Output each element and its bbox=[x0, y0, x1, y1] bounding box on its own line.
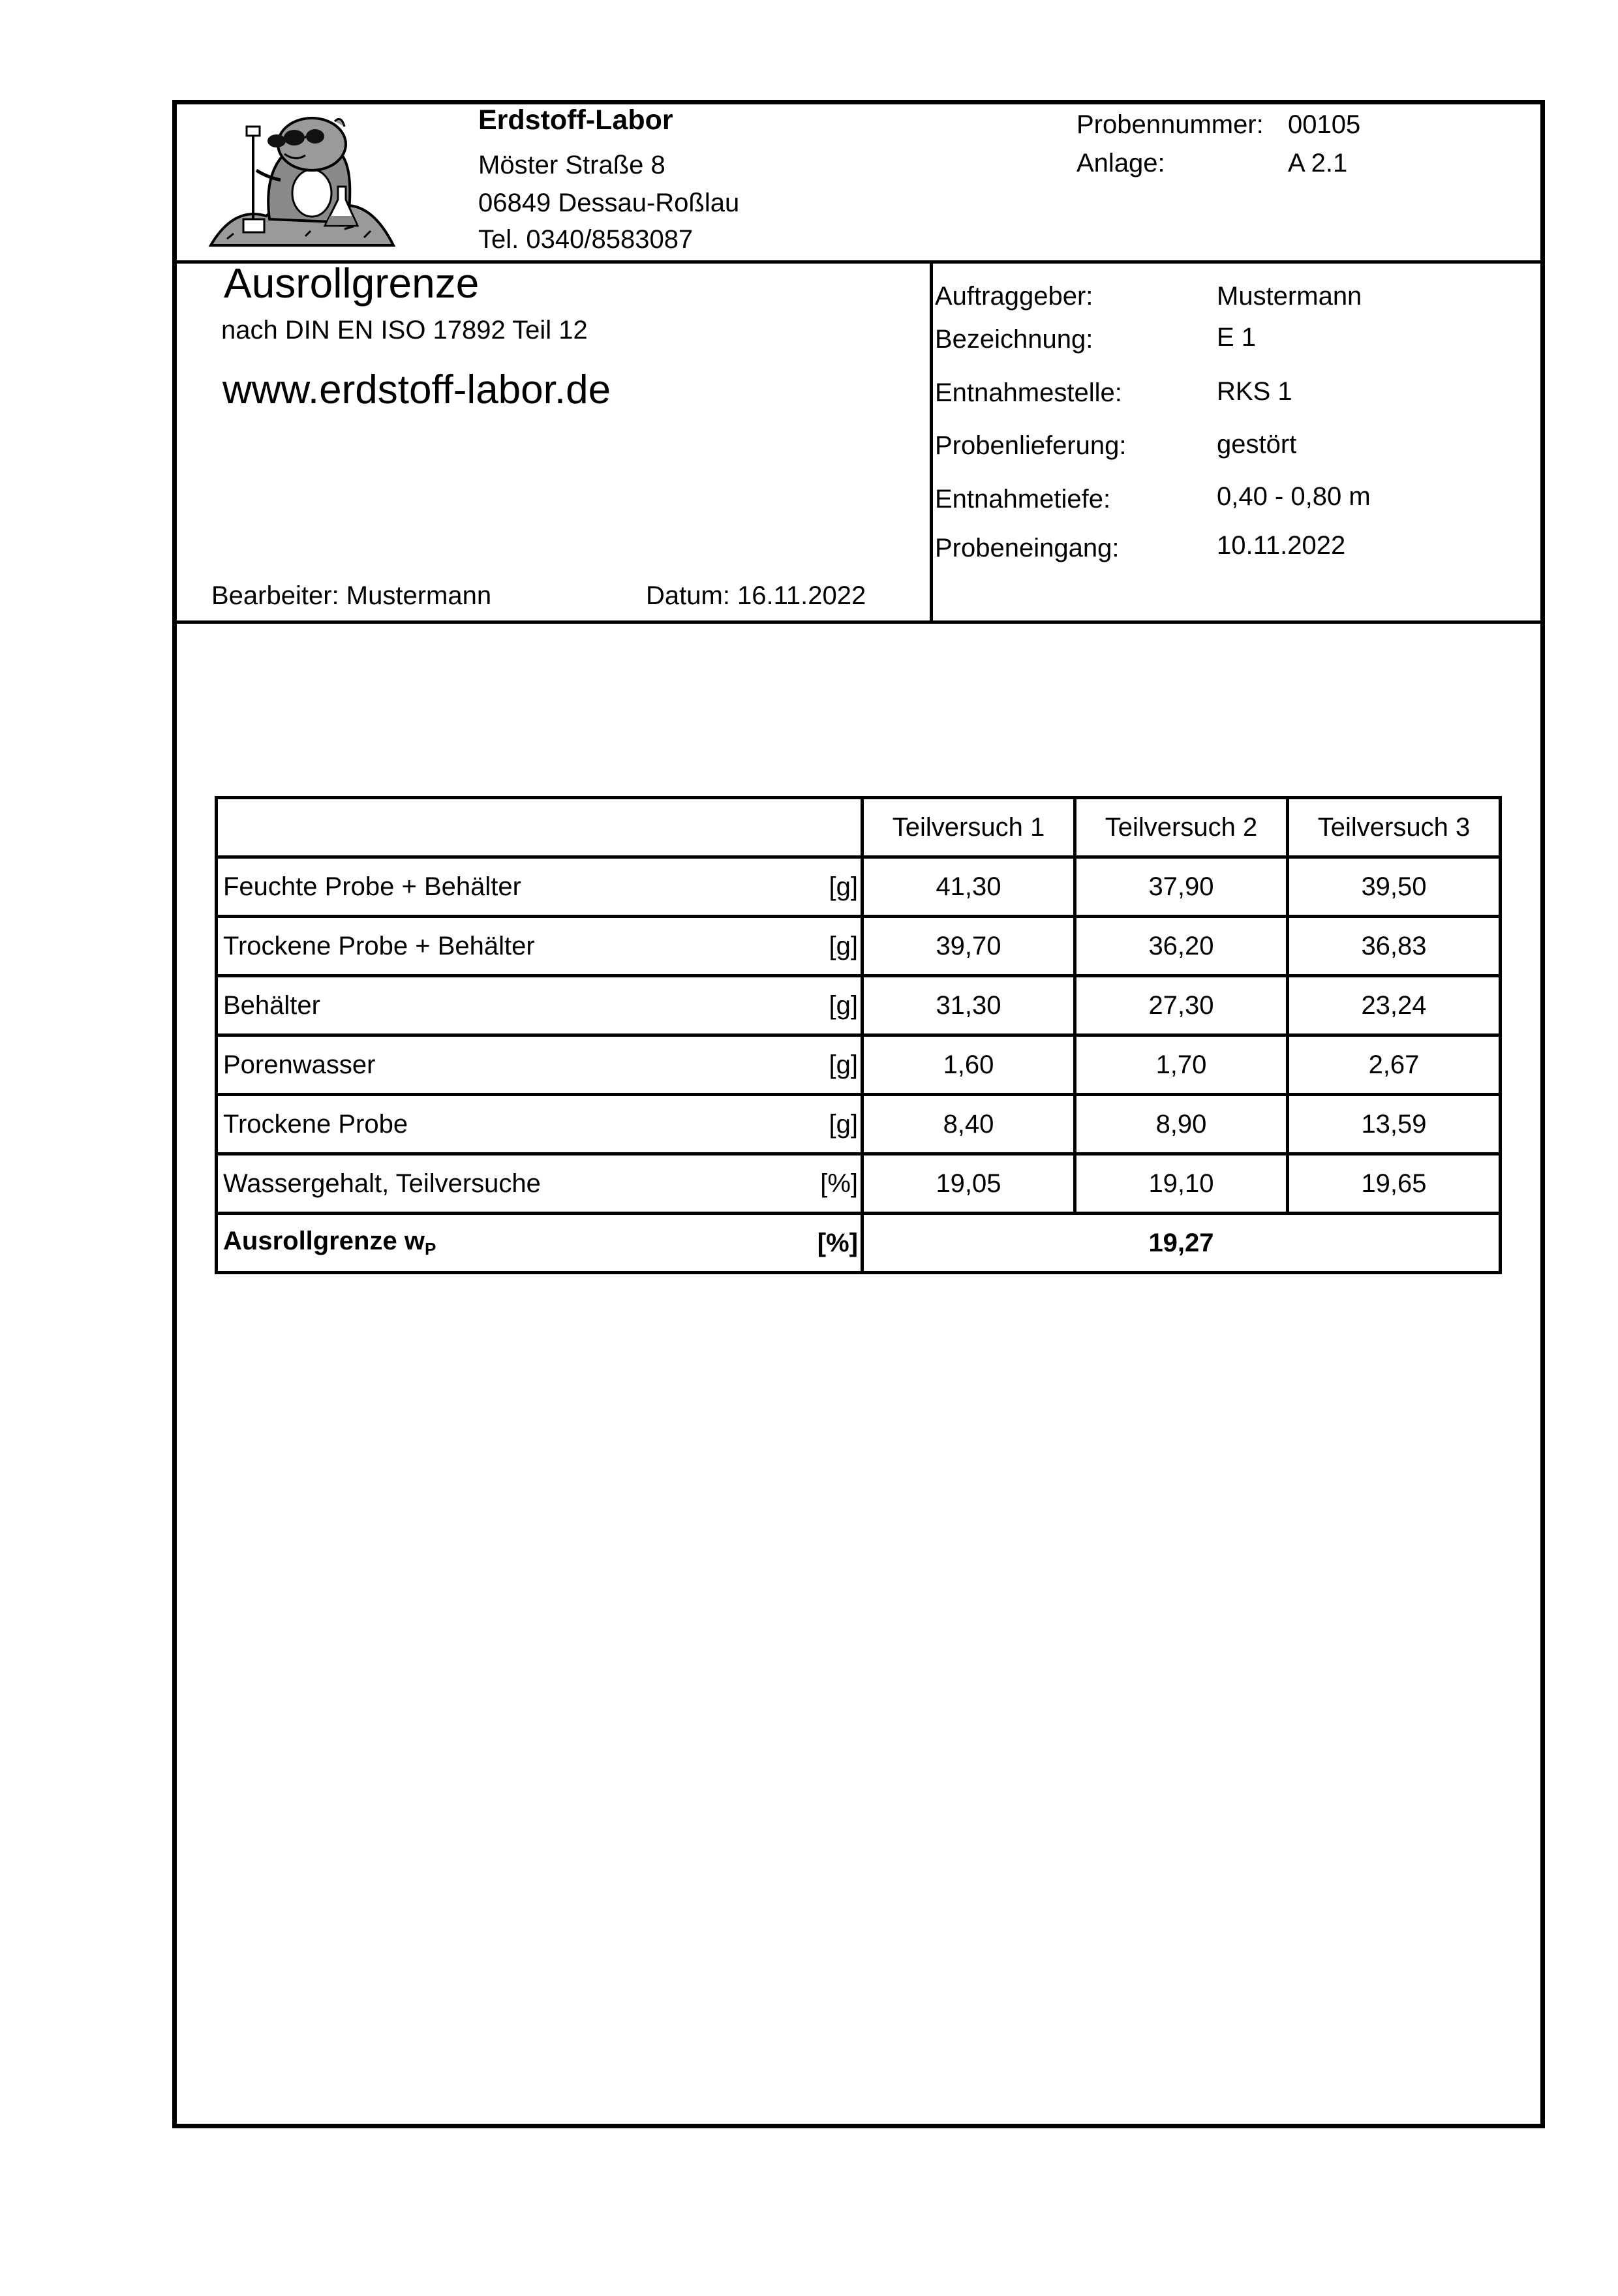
row-label: Feuchte Probe + Behälter bbox=[223, 872, 521, 901]
datum: Datum: 16.11.2022 bbox=[646, 581, 866, 610]
detail-value-entnahmestelle: RKS 1 bbox=[1217, 377, 1292, 406]
detail-value-auftraggeber: Mustermann bbox=[1217, 282, 1362, 311]
norm-reference: nach DIN EN ISO 17892 Teil 12 bbox=[221, 316, 588, 344]
result-value: 19,27 bbox=[862, 1214, 1501, 1273]
table-header-cell: Teilversuch 3 bbox=[1288, 798, 1501, 857]
table-cell: 19,10 bbox=[1075, 1154, 1288, 1214]
detail-value-entnahmetiefe: 0,40 - 0,80 m bbox=[1217, 482, 1371, 511]
result-row bbox=[217, 1214, 1501, 1273]
result-label-subscript: P bbox=[424, 1239, 436, 1259]
probennummer-label: Probennummer: bbox=[1076, 110, 1264, 139]
table-cell: 2,67 bbox=[1288, 1035, 1501, 1095]
bearbeiter: Bearbeiter: Mustermann bbox=[211, 581, 492, 610]
table-cell: 1,60 bbox=[862, 1035, 1075, 1095]
row-unit: [g] bbox=[829, 872, 858, 901]
table-cell: 36,83 bbox=[1288, 917, 1501, 976]
detail-label-entnahmetiefe: Entnahmetiefe: bbox=[935, 485, 1111, 513]
table-row bbox=[217, 857, 1501, 917]
table-cell: 39,70 bbox=[862, 917, 1075, 976]
detail-value-bezeichnung: E 1 bbox=[1217, 323, 1257, 352]
table-cell: 8,90 bbox=[1075, 1095, 1288, 1154]
lab-city: 06849 Dessau-Roßlau bbox=[478, 189, 740, 217]
row-label-cell bbox=[217, 976, 862, 1035]
row-label-cell bbox=[217, 857, 862, 917]
table-cell: 8,40 bbox=[862, 1095, 1075, 1154]
table-header-cell: Teilversuch 1 bbox=[862, 798, 1075, 857]
table-cell: 36,20 bbox=[1075, 917, 1288, 976]
probennummer-value: 00105 bbox=[1288, 110, 1361, 139]
detail-label-auftraggeber: Auftraggeber: bbox=[935, 282, 1093, 311]
mole-logo-image bbox=[207, 108, 397, 251]
row-label: Trockene Probe bbox=[223, 1109, 408, 1139]
row-unit: [g] bbox=[829, 1109, 858, 1139]
table-cell: 27,30 bbox=[1075, 976, 1288, 1035]
table-cell: 31,30 bbox=[862, 976, 1075, 1035]
row-label: Behälter bbox=[223, 990, 320, 1020]
anlage-value: A 2.1 bbox=[1288, 149, 1348, 177]
lab-street: Möster Straße 8 bbox=[478, 151, 665, 179]
row-label: Wassergehalt, Teilversuche bbox=[223, 1169, 541, 1198]
row-label-cell bbox=[217, 917, 862, 976]
result-unit: [%] bbox=[817, 1228, 858, 1257]
website-link[interactable]: www.erdstoff-labor.de bbox=[222, 367, 611, 412]
row-label: Trockene Probe + Behälter bbox=[223, 931, 535, 960]
table-cell: 19,05 bbox=[862, 1154, 1075, 1214]
detail-label-probenlieferung: Probenlieferung: bbox=[935, 431, 1127, 460]
lab-name: Erdstoff-Labor bbox=[478, 104, 673, 136]
detail-label-probeneingang: Probeneingang: bbox=[935, 534, 1120, 562]
table-header-row bbox=[217, 798, 1501, 857]
row-unit: [g] bbox=[829, 990, 858, 1020]
result-label: Ausrollgrenze w bbox=[223, 1227, 425, 1255]
lab-phone: Tel. 0340/8583087 bbox=[478, 225, 694, 254]
table-header-empty bbox=[217, 798, 862, 857]
table-cell: 23,24 bbox=[1288, 976, 1501, 1035]
table-cell: 13,59 bbox=[1288, 1095, 1501, 1154]
table-cell: 1,70 bbox=[1075, 1035, 1288, 1095]
table-row bbox=[217, 1035, 1501, 1095]
detail-label-entnahmestelle: Entnahmestelle: bbox=[935, 378, 1122, 407]
anlage-label: Anlage: bbox=[1076, 149, 1165, 177]
table-header-cell: Teilversuch 2 bbox=[1075, 798, 1288, 857]
detail-value-probeneingang: 10.11.2022 bbox=[1217, 531, 1346, 560]
table-row bbox=[217, 1154, 1501, 1214]
table-cell: 19,65 bbox=[1288, 1154, 1501, 1214]
row-label: Porenwasser bbox=[223, 1050, 376, 1079]
document-title: Ausrollgrenze bbox=[224, 260, 480, 307]
table-cell: 41,30 bbox=[862, 857, 1075, 917]
table-row bbox=[217, 1095, 1501, 1154]
result-label-cell bbox=[217, 1214, 862, 1273]
table-row bbox=[217, 917, 1501, 976]
row-unit: [g] bbox=[829, 931, 858, 960]
row-label-cell bbox=[217, 1035, 862, 1095]
row-unit: [%] bbox=[820, 1169, 858, 1198]
info-divider bbox=[172, 620, 1545, 624]
row-unit: [g] bbox=[829, 1050, 858, 1079]
detail-value-probenlieferung: gestört bbox=[1217, 430, 1297, 459]
row-label-cell bbox=[217, 1154, 862, 1214]
results-table bbox=[215, 796, 1502, 1274]
table-cell: 37,90 bbox=[1075, 857, 1288, 917]
result-label-wrap bbox=[223, 1227, 436, 1259]
detail-label-bezeichnung: Bezeichnung: bbox=[935, 325, 1093, 354]
row-label-cell bbox=[217, 1095, 862, 1154]
table-cell: 39,50 bbox=[1288, 857, 1501, 917]
table-row bbox=[217, 976, 1501, 1035]
info-column-divider bbox=[930, 260, 933, 624]
